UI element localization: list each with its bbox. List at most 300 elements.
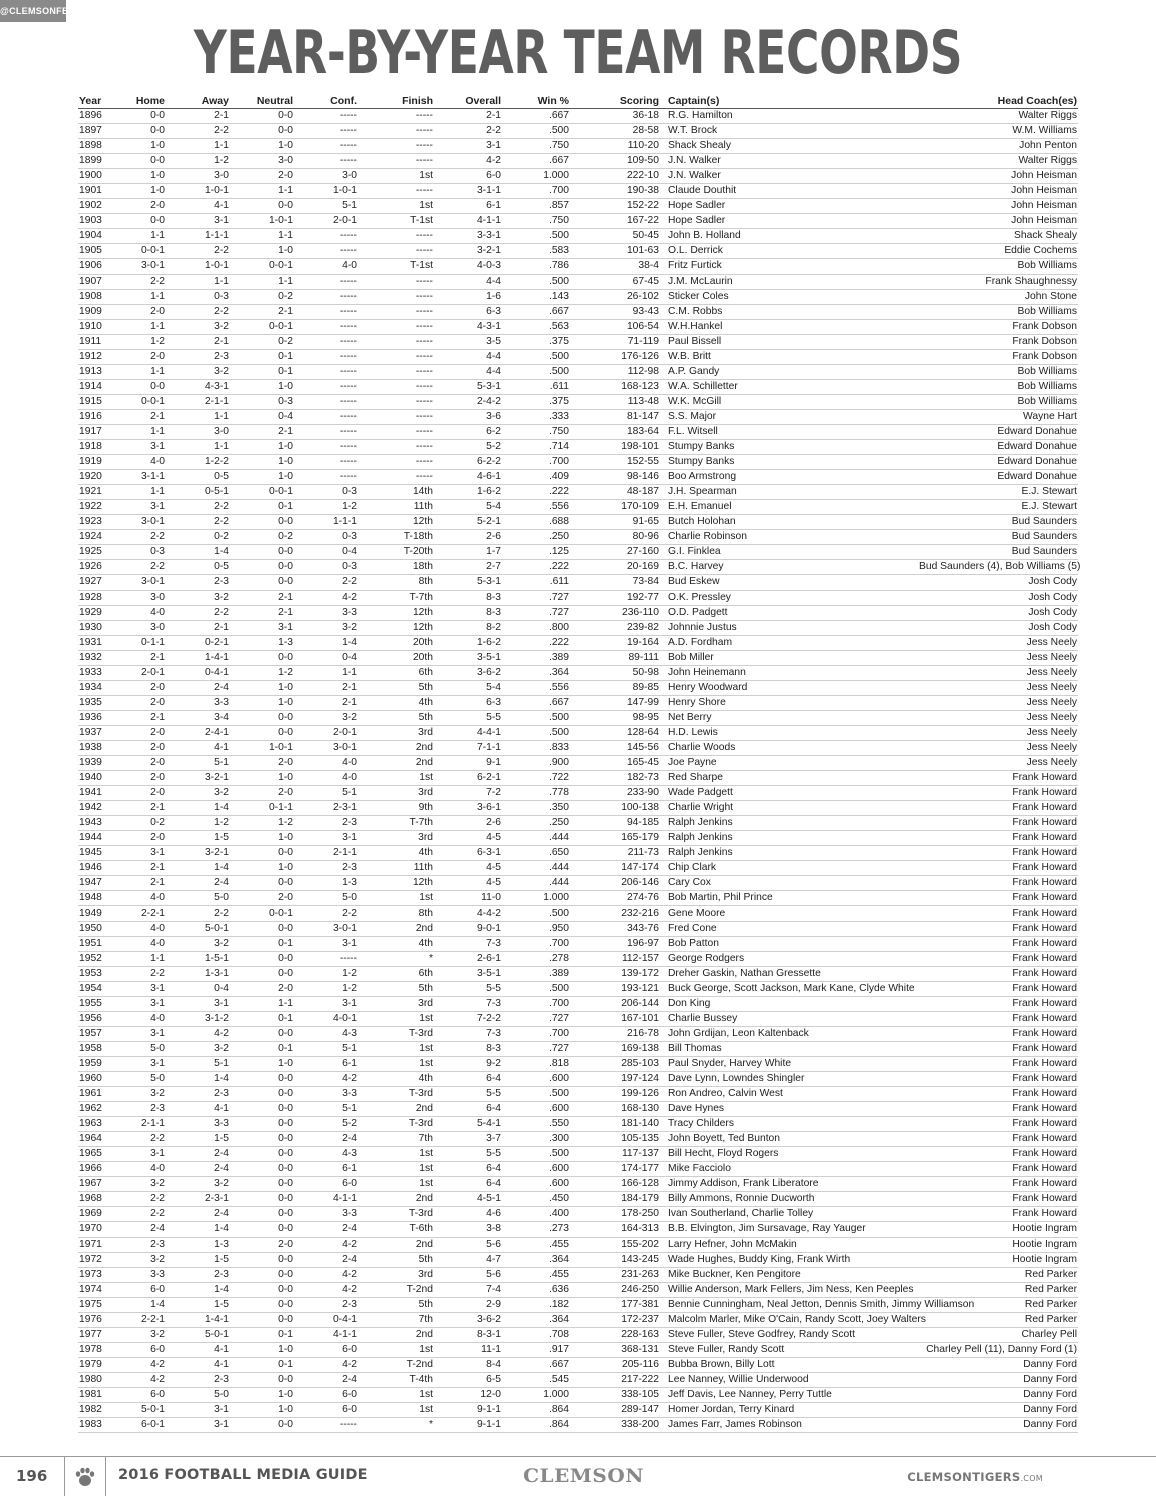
table-cell: Bud Saunders (4), Bob Williams (5) — [918, 560, 1078, 575]
table-cell: 3-2 — [294, 620, 358, 635]
table-row — [78, 455, 1078, 470]
table-cell: Butch Holohan — [660, 515, 918, 530]
table-cell: 5-0 — [114, 1072, 166, 1087]
website-link[interactable] — [907, 1470, 1043, 1484]
table-cell: 2-0 — [114, 349, 166, 364]
table-cell: 1961 — [78, 1087, 114, 1102]
table-cell: 1934 — [78, 680, 114, 695]
table-cell: .900 — [502, 756, 570, 771]
table-cell: 0-3 — [166, 289, 230, 304]
table-cell: 1971 — [78, 1237, 114, 1252]
table-row — [78, 229, 1078, 244]
table-cell: 1-0 — [230, 680, 294, 695]
table-cell: 18th — [358, 560, 434, 575]
table-cell: Shack Shealy — [660, 139, 918, 154]
table-cell: 3-1 — [114, 1147, 166, 1162]
table-cell: 1-5 — [166, 1297, 230, 1312]
table-cell: 2-1 — [230, 304, 294, 319]
table-cell: 0-0 — [230, 1222, 294, 1237]
table-cell: 5-1 — [166, 1056, 230, 1071]
table-cell: 117-137 — [570, 1147, 660, 1162]
table-cell: 5-1 — [294, 786, 358, 801]
table-cell: Larry Hefner, John McMakin — [660, 1237, 918, 1252]
table-cell: Dave Lynn, Lowndes Shingler — [660, 1072, 918, 1087]
table-cell: 0-0-1 — [230, 906, 294, 921]
table-cell: Joe Payne — [660, 756, 918, 771]
table-cell: .667 — [502, 154, 570, 169]
paw-logo-box — [64, 1457, 106, 1496]
table-body — [78, 109, 1081, 1433]
table-cell: 1954 — [78, 981, 114, 996]
table-cell: 2-2 — [114, 530, 166, 545]
table-cell: 3-3-1 — [434, 229, 502, 244]
table-cell: 4-4 — [434, 274, 502, 289]
table-cell: Frank Howard — [918, 1192, 1078, 1207]
table-row — [78, 169, 1078, 184]
table-cell: 2-1 — [114, 409, 166, 424]
table-row — [78, 906, 1078, 921]
table-cell: 1936 — [78, 710, 114, 725]
table-cell: 6-0 — [294, 1387, 358, 1402]
table-cell: 6-4 — [434, 1072, 502, 1087]
table-cell: 5-1 — [294, 1041, 358, 1056]
table-cell: 1-2 — [294, 966, 358, 981]
table-row — [78, 199, 1078, 214]
table-cell: .688 — [502, 515, 570, 530]
table-cell: 1950 — [78, 921, 114, 936]
table-cell: Steve Fuller, Randy Scott — [660, 1342, 918, 1357]
table-cell: 1-4 — [166, 1282, 230, 1297]
table-cell: 12th — [358, 605, 434, 620]
table-cell: Henry Shore — [660, 695, 918, 710]
table-cell: T-18th — [358, 530, 434, 545]
table-cell: 167-101 — [570, 1011, 660, 1026]
table-cell: 4-1-1 — [294, 1327, 358, 1342]
table-row — [78, 379, 1078, 394]
table-cell: W.T. Brock — [660, 124, 918, 139]
table-row — [78, 725, 1078, 740]
table-cell: 67-45 — [570, 274, 660, 289]
table-cell: 152-55 — [570, 455, 660, 470]
table-row — [78, 1177, 1078, 1192]
table-cell: 169-138 — [570, 1041, 660, 1056]
table-cell: Walter Riggs — [918, 109, 1078, 124]
table-cell: Henry Woodward — [660, 680, 918, 695]
table-cell: Wade Hughes, Buddy King, Frank Wirth — [660, 1252, 918, 1267]
table-cell: 5-0 — [166, 891, 230, 906]
table-cell: 5-6 — [434, 1237, 502, 1252]
table-cell: .727 — [502, 605, 570, 620]
table-cell: Frank Howard — [918, 906, 1078, 921]
table-cell: 5-6 — [434, 1267, 502, 1282]
table-cell: 109-50 — [570, 154, 660, 169]
table-cell: .611 — [502, 379, 570, 394]
table-cell: 143-245 — [570, 1252, 660, 1267]
table-cell: Dave Hynes — [660, 1102, 918, 1117]
table-cell: .583 — [502, 244, 570, 259]
table-cell: 192-77 — [570, 590, 660, 605]
table-cell: 0-0 — [114, 124, 166, 139]
table-cell: 1st — [358, 1403, 434, 1418]
table-cell: 3-0-1 — [294, 740, 358, 755]
table-cell: .708 — [502, 1327, 570, 1342]
table-cell: 3-2 — [166, 786, 230, 801]
table-cell: 0-4-1 — [294, 1312, 358, 1327]
table-cell: 89-85 — [570, 680, 660, 695]
table-cell: 4-6 — [434, 1207, 502, 1222]
table-cell: 2-0-1 — [294, 725, 358, 740]
table-cell: 178-250 — [570, 1207, 660, 1222]
table-cell: Bill Thomas — [660, 1041, 918, 1056]
table-cell: 7-2-2 — [434, 1011, 502, 1026]
table-cell: 4-4-2 — [434, 906, 502, 921]
table-cell: .455 — [502, 1237, 570, 1252]
table-cell: Ron Andreo, Calvin West — [660, 1087, 918, 1102]
table-cell: Ivan Southerland, Charlie Tolley — [660, 1207, 918, 1222]
table-cell: 1-1-1 — [294, 515, 358, 530]
table-cell: 2-0 — [114, 756, 166, 771]
table-cell: 1914 — [78, 379, 114, 394]
table-cell: Billy Ammons, Ronnie Ducworth — [660, 1192, 918, 1207]
table-cell: 6-4 — [434, 1162, 502, 1177]
table-cell: Bud Saunders — [918, 545, 1078, 560]
table-cell: 1st — [358, 1147, 434, 1162]
table-cell: 1980 — [78, 1372, 114, 1387]
table-cell: 0-1 — [230, 349, 294, 364]
table-cell: 4-0 — [114, 936, 166, 951]
table-cell: 1929 — [78, 605, 114, 620]
table-cell: 1-0 — [230, 244, 294, 259]
table-cell: 1-5-1 — [166, 951, 230, 966]
table-cell: 1-0-1 — [230, 740, 294, 755]
table-cell: 177-381 — [570, 1297, 660, 1312]
table-cell: 7-4 — [434, 1282, 502, 1297]
table-cell: 3-6-1 — [434, 801, 502, 816]
table-cell: 5-4 — [434, 680, 502, 695]
table-cell: 1905 — [78, 244, 114, 259]
table-cell: .700 — [502, 1026, 570, 1041]
table-cell: 1-0 — [114, 169, 166, 184]
table-cell: 0-0-1 — [230, 319, 294, 334]
table-cell: 2-2 — [166, 124, 230, 139]
table-cell: Fred Cone — [660, 921, 918, 936]
table-cell: H.D. Lewis — [660, 725, 918, 740]
table-cell: Frank Howard — [918, 1026, 1078, 1041]
table-cell: 11th — [358, 861, 434, 876]
table-row — [78, 274, 1078, 289]
table-cell: Net Berry — [660, 710, 918, 725]
table-cell: 4-2 — [294, 1267, 358, 1282]
table-cell: .455 — [502, 1267, 570, 1282]
table-cell: 4-1 — [166, 740, 230, 755]
table-cell: 3-1 — [166, 1403, 230, 1418]
table-cell: 2-2 — [294, 575, 358, 590]
table-cell: 3-1 — [114, 981, 166, 996]
table-row — [78, 846, 1078, 861]
table-cell: 1925 — [78, 545, 114, 560]
table-cell: 2-1-1 — [166, 394, 230, 409]
table-cell: S.S. Major — [660, 409, 918, 424]
table-cell: 1910 — [78, 319, 114, 334]
table-cell: 168-123 — [570, 379, 660, 394]
table-cell: 3-1 — [166, 1418, 230, 1433]
table-cell: 112-157 — [570, 951, 660, 966]
table-cell: 1972 — [78, 1252, 114, 1267]
table-cell: Frank Howard — [918, 981, 1078, 996]
table-cell: J.N. Walker — [660, 154, 918, 169]
table-cell: Stumpy Banks — [660, 455, 918, 470]
table-cell: 1.000 — [502, 891, 570, 906]
table-cell: 0-2-1 — [166, 635, 230, 650]
table-cell: 1942 — [78, 801, 114, 816]
table-cell: W.M. Williams — [918, 124, 1078, 139]
table-cell: .636 — [502, 1282, 570, 1297]
table-cell: 3-1 — [114, 996, 166, 1011]
table-cell: Ralph Jenkins — [660, 846, 918, 861]
table-cell: 4-0 — [114, 605, 166, 620]
table-cell: 1975 — [78, 1297, 114, 1312]
table-cell: 3-1 — [434, 139, 502, 154]
table-cell: 0-1 — [230, 1041, 294, 1056]
table-cell: 1982 — [78, 1403, 114, 1418]
table-cell: 1-2 — [166, 154, 230, 169]
table-cell: 1-0 — [114, 184, 166, 199]
table-cell: 112-98 — [570, 364, 660, 379]
table-cell: 0-0 — [114, 109, 166, 124]
table-cell: * — [358, 1418, 434, 1433]
table-cell: 3-0-1 — [114, 259, 166, 274]
table-cell: 338-105 — [570, 1387, 660, 1402]
table-cell: 6-0 — [294, 1342, 358, 1357]
table-cell: 7-3 — [434, 996, 502, 1011]
table-cell: O.L. Derrick — [660, 244, 918, 259]
table-cell: Frank Howard — [918, 1011, 1078, 1026]
table-cell: 0-2 — [114, 816, 166, 831]
table-cell: Jess Neely — [918, 725, 1078, 740]
table-row — [78, 1072, 1078, 1087]
table-cell: 1902 — [78, 199, 114, 214]
table-cell: 211-73 — [570, 846, 660, 861]
table-cell: 4-1 — [166, 1357, 230, 1372]
table-cell: 2-0 — [230, 756, 294, 771]
table-cell: 3-4 — [166, 710, 230, 725]
table-cell: 2-0 — [114, 831, 166, 846]
table-cell: 0-0 — [230, 725, 294, 740]
table-cell: 0-0 — [230, 1192, 294, 1207]
table-cell: 1-1 — [114, 951, 166, 966]
table-cell: Hope Sadler — [660, 199, 918, 214]
table-cell: 1963 — [78, 1117, 114, 1132]
table-cell: .389 — [502, 650, 570, 665]
table-cell: 12-0 — [434, 1387, 502, 1402]
table-cell: 164-313 — [570, 1222, 660, 1237]
table-cell: Willie Anderson, Mark Fellers, Jim Ness, Ken Peeples — [660, 1282, 918, 1297]
table-cell: 5-0 — [294, 891, 358, 906]
table-cell: E.J. Stewart — [918, 485, 1078, 500]
table-cell: 1920 — [78, 470, 114, 485]
table-cell: 1974 — [78, 1282, 114, 1297]
table-cell: 1-3 — [166, 1237, 230, 1252]
table-cell: 1977 — [78, 1327, 114, 1342]
table-cell: 0-0 — [230, 1282, 294, 1297]
table-cell: Paul Snyder, Harvey White — [660, 1056, 918, 1071]
table-cell: 174-177 — [570, 1162, 660, 1177]
table-row — [78, 1327, 1078, 1342]
table-row — [78, 951, 1078, 966]
table-cell: Red Parker — [918, 1267, 1078, 1282]
table-cell: Danny Ford — [918, 1357, 1078, 1372]
table-cell: 1897 — [78, 124, 114, 139]
table-cell: W.B. Britt — [660, 349, 918, 364]
table-cell: 343-76 — [570, 921, 660, 936]
table-cell: Charley Pell (11), Danny Ford (1) — [918, 1342, 1078, 1357]
table-row — [78, 861, 1078, 876]
table-cell: 1-4 — [166, 861, 230, 876]
table-cell: .700 — [502, 996, 570, 1011]
table-cell: 2-3-1 — [166, 1192, 230, 1207]
media-guide-title: 2016 FOOTBALL MEDIA GUIDE — [118, 1467, 368, 1483]
table-cell: .550 — [502, 1117, 570, 1132]
table-cell: .250 — [502, 816, 570, 831]
table-cell: .722 — [502, 771, 570, 786]
table-cell: T-3rd — [358, 1026, 434, 1041]
table-cell: 2-3 — [114, 1102, 166, 1117]
table-cell: 8-3 — [434, 590, 502, 605]
table-cell: 0-0 — [230, 199, 294, 214]
table-cell: ----- — [358, 455, 434, 470]
table-cell: 3-1 — [294, 996, 358, 1011]
table-cell: 0-5-1 — [166, 485, 230, 500]
table-cell: 4th — [358, 846, 434, 861]
table-row — [78, 1403, 1078, 1418]
table-cell: 1-1 — [166, 139, 230, 154]
column-header: Scoring — [570, 94, 660, 109]
table-cell: 2-1-1 — [294, 846, 358, 861]
table-cell: 2nd — [358, 1237, 434, 1252]
table-cell: 7-1-1 — [434, 740, 502, 755]
table-cell: Red Sharpe — [660, 771, 918, 786]
table-cell: 199-126 — [570, 1087, 660, 1102]
table-cell: 2nd — [358, 756, 434, 771]
table-cell: 3-2 — [166, 1041, 230, 1056]
table-cell: 246-250 — [570, 1282, 660, 1297]
table-cell: 1909 — [78, 304, 114, 319]
table-cell: .714 — [502, 440, 570, 455]
table-cell: 1964 — [78, 1132, 114, 1147]
table-cell: 1976 — [78, 1312, 114, 1327]
table-cell: B.C. Harvey — [660, 560, 918, 575]
table-row — [78, 1418, 1078, 1433]
table-cell: 1st — [358, 891, 434, 906]
table-cell: .600 — [502, 1102, 570, 1117]
table-cell: 0-4 — [230, 409, 294, 424]
table-cell: 4-6-1 — [434, 470, 502, 485]
table-cell: W.K. McGill — [660, 394, 918, 409]
table-cell: 7th — [358, 1132, 434, 1147]
table-cell: Red Parker — [918, 1312, 1078, 1327]
table-cell: .333 — [502, 409, 570, 424]
table-cell: 28-58 — [570, 124, 660, 139]
table-cell: 3-1 — [230, 620, 294, 635]
table-cell: 4-4 — [434, 349, 502, 364]
table-cell: 1-0 — [230, 1056, 294, 1071]
table-cell: 1966 — [78, 1162, 114, 1177]
table-cell: 2-1 — [114, 650, 166, 665]
table-cell: 1955 — [78, 996, 114, 1011]
table-cell: 206-144 — [570, 996, 660, 1011]
table-cell: Jess Neely — [918, 740, 1078, 755]
table-cell: 3-0 — [166, 169, 230, 184]
table-row — [78, 665, 1078, 680]
table-cell: 236-110 — [570, 605, 660, 620]
table-cell: 1932 — [78, 650, 114, 665]
table-cell: 2-0 — [114, 725, 166, 740]
table-cell: 3-5 — [434, 334, 502, 349]
table-cell: ----- — [294, 394, 358, 409]
table-cell: 2-1 — [114, 710, 166, 725]
table-cell: 1-0-1 — [166, 259, 230, 274]
column-header: Home — [114, 94, 166, 109]
table-cell: 3-0 — [166, 424, 230, 439]
table-cell: 167-22 — [570, 214, 660, 229]
table-cell: Frank Howard — [918, 861, 1078, 876]
table-cell: 182-73 — [570, 771, 660, 786]
table-cell: 2-4 — [294, 1132, 358, 1147]
table-cell: J.M. McLaurin — [660, 274, 918, 289]
table-cell: 1898 — [78, 139, 114, 154]
table-cell: 2-2 — [166, 244, 230, 259]
table-cell: 1973 — [78, 1267, 114, 1282]
table-cell: 0-4-1 — [166, 665, 230, 680]
table-cell: 2-6 — [434, 816, 502, 831]
table-cell: 3-5-1 — [434, 966, 502, 981]
table-cell: 4th — [358, 936, 434, 951]
table-row — [78, 1132, 1078, 1147]
table-cell: .917 — [502, 1342, 570, 1357]
table-cell: 190-38 — [570, 184, 660, 199]
table-cell: 2-1 — [230, 590, 294, 605]
table-cell: 155-202 — [570, 1237, 660, 1252]
table-row — [78, 1282, 1078, 1297]
table-cell: 1904 — [78, 229, 114, 244]
table-cell: .364 — [502, 665, 570, 680]
table-cell: 1917 — [78, 424, 114, 439]
table-cell: Frank Howard — [918, 876, 1078, 891]
column-header: Year — [78, 94, 114, 109]
table-cell: .182 — [502, 1297, 570, 1312]
table-cell: ----- — [358, 409, 434, 424]
table-cell: 4-4-1 — [434, 725, 502, 740]
table-cell: Josh Cody — [918, 575, 1078, 590]
table-cell: 2nd — [358, 740, 434, 755]
table-row — [78, 695, 1078, 710]
table-cell: 4-0 — [114, 1011, 166, 1026]
table-cell: 168-130 — [570, 1102, 660, 1117]
table-cell: ----- — [294, 139, 358, 154]
table-cell: 1947 — [78, 876, 114, 891]
table-cell: ----- — [294, 455, 358, 470]
table-cell: 9-0-1 — [434, 921, 502, 936]
table-row — [78, 650, 1078, 665]
table-cell: Malcolm Marler, Mike O'Cain, Randy Scott, Joey Walters — [660, 1312, 918, 1327]
table-cell: Charlie Wright — [660, 801, 918, 816]
table-cell: ----- — [358, 304, 434, 319]
table-cell: 2-1 — [230, 605, 294, 620]
table-cell: 285-103 — [570, 1056, 660, 1071]
table-cell: 8-3 — [434, 605, 502, 620]
table-cell: 3-3 — [294, 1087, 358, 1102]
table-cell: 3rd — [358, 1267, 434, 1282]
